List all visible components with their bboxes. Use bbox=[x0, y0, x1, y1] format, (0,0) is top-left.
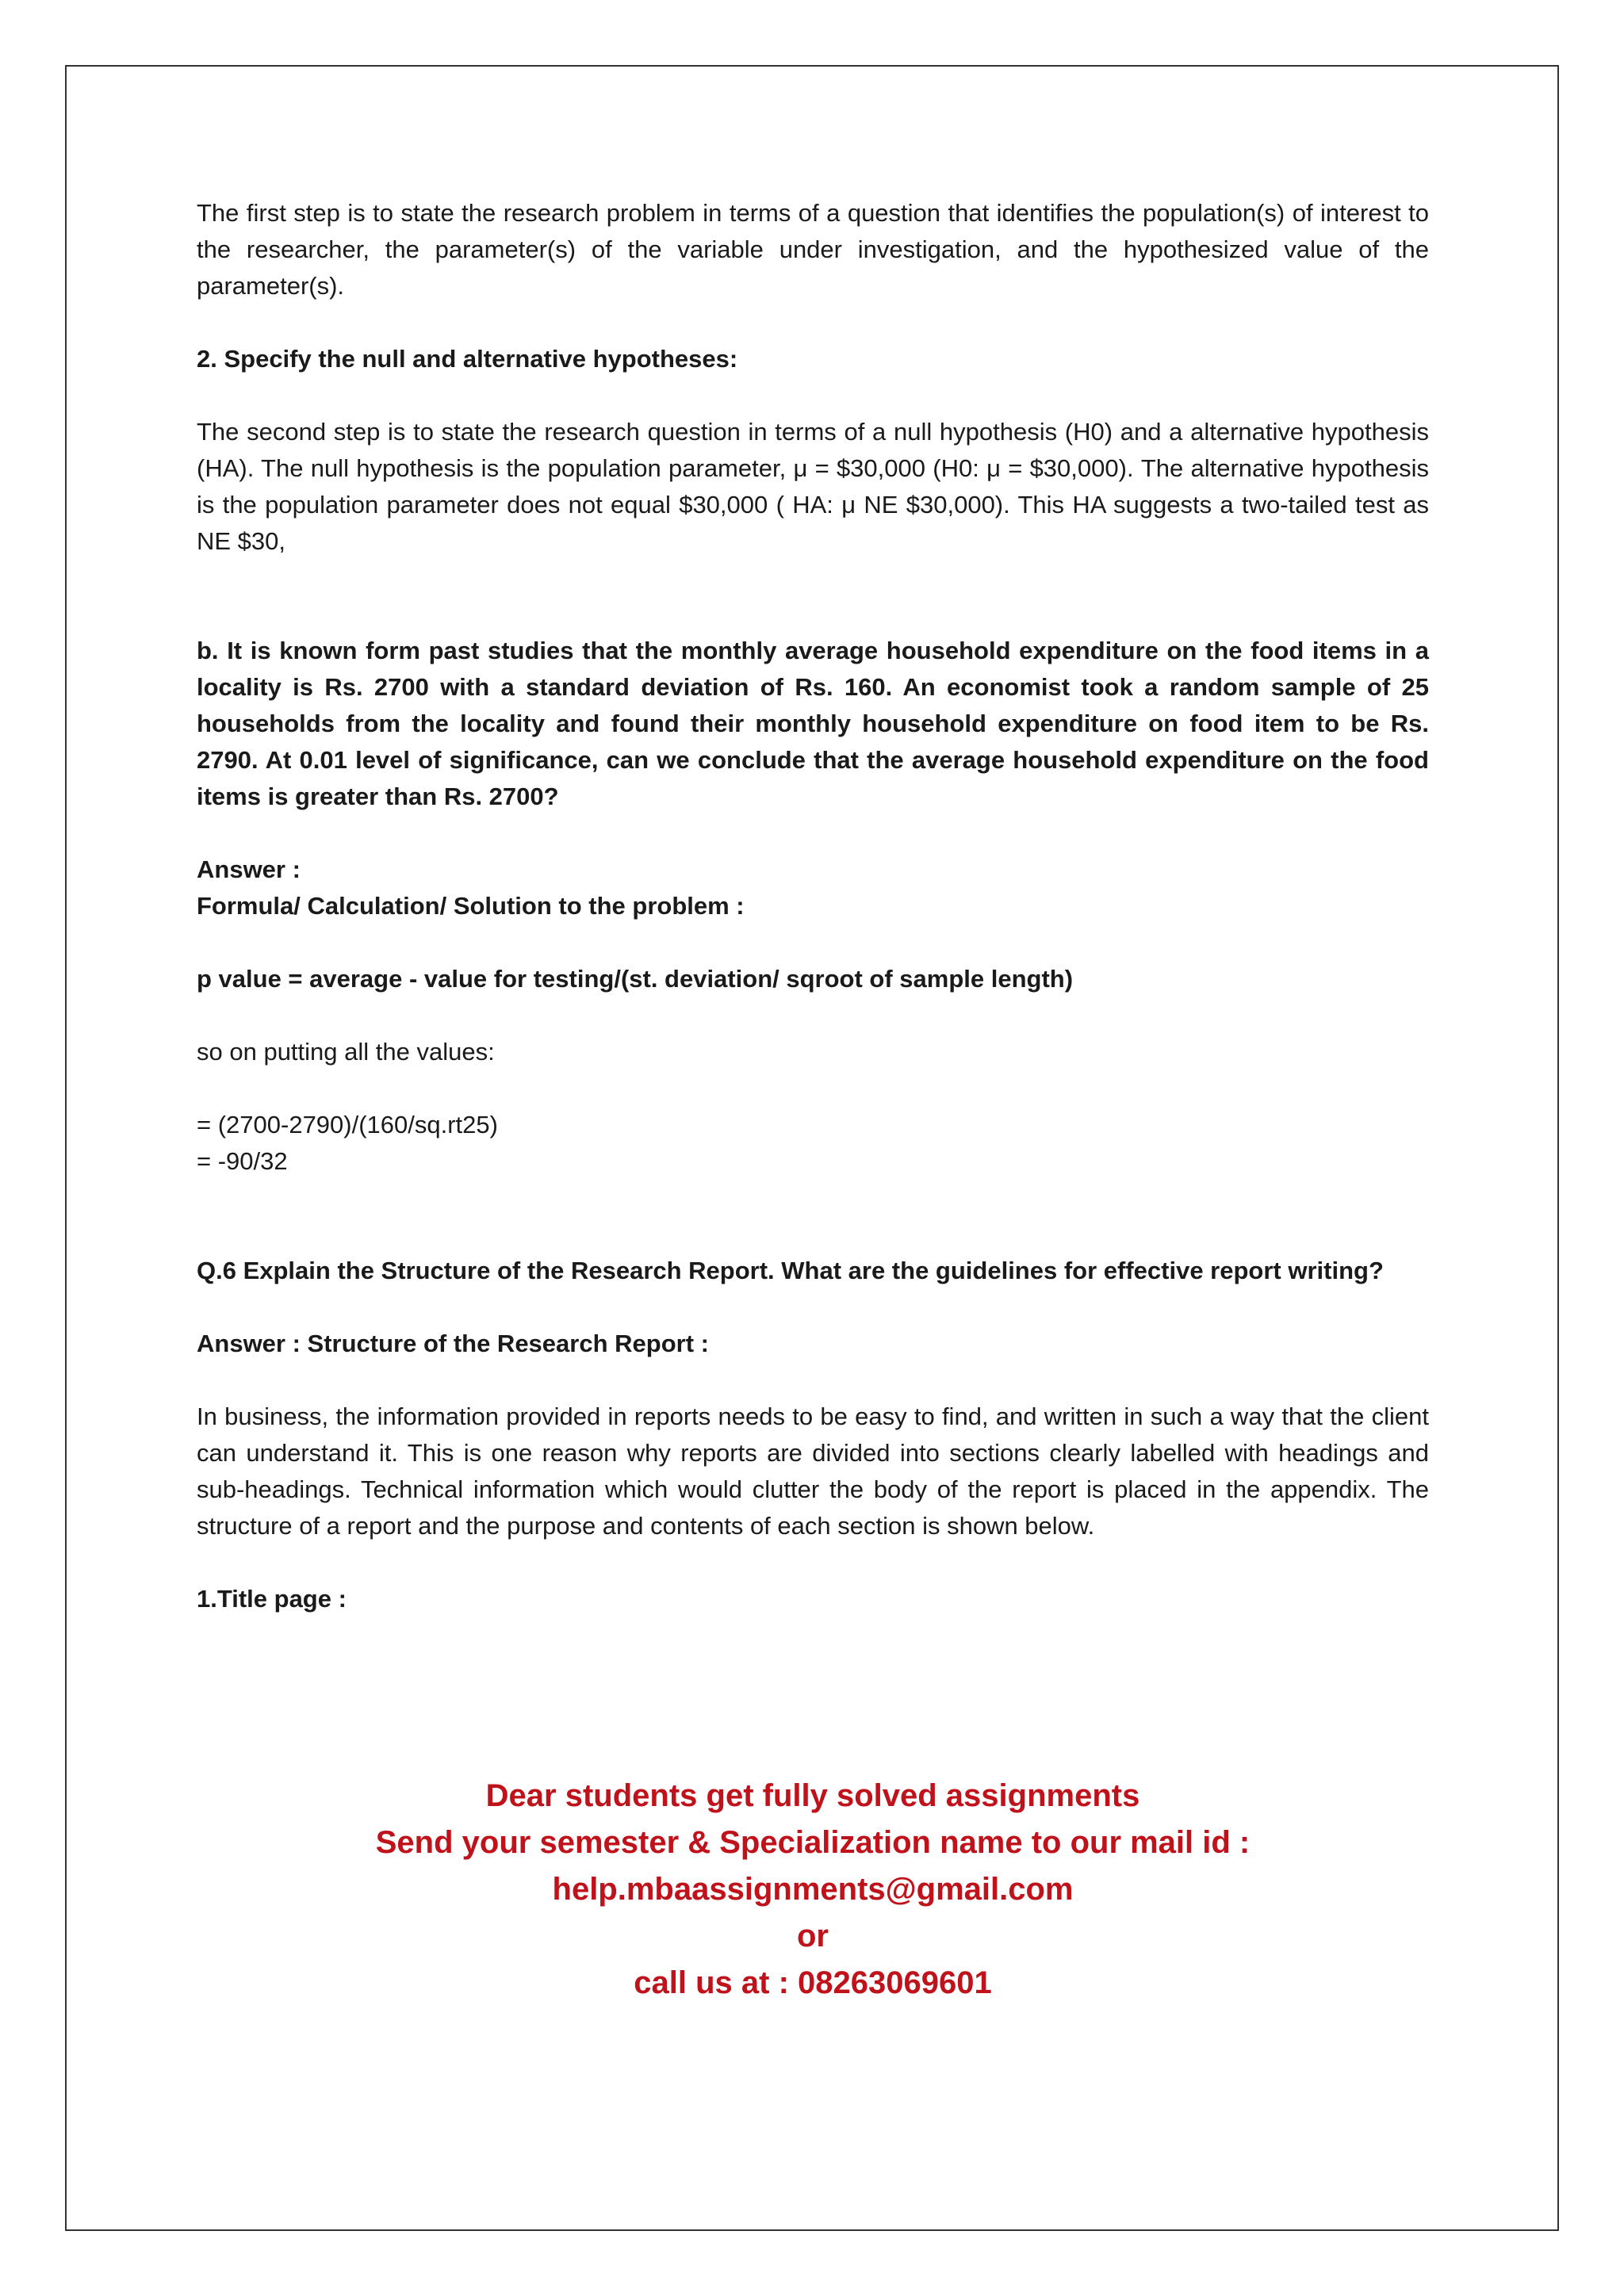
promo-or: or bbox=[797, 1919, 829, 1954]
promo-block bbox=[197, 1773, 1429, 2007]
calculation-line-1: = (2700-2790)/(160/sq.rt25) bbox=[197, 1111, 498, 1138]
promo-line-2: Send your semester & Specialization name to our mail id : bbox=[375, 1825, 1251, 1860]
promo-phone: call us at : 08263069601 bbox=[634, 1965, 992, 2000]
formula-label: Formula/ Calculation/ Solution to the problem : bbox=[197, 892, 745, 920]
answer-label: Answer : bbox=[197, 855, 301, 883]
calculation-line-2: = -90/32 bbox=[197, 1147, 288, 1175]
step2-heading: 2. Specify the null and alternative hypotheses: bbox=[197, 345, 738, 373]
formula-text: p value = average - value for testing/(st. deviation/ sqroot of sample length) bbox=[197, 965, 1074, 993]
promo-line-1: Dear students get fully solved assignments bbox=[485, 1778, 1140, 1813]
q6-heading: Q.6 Explain the Structure of the Research Report. What are the guidelines for effective report writing? bbox=[197, 1257, 1384, 1284]
promo-email: help.mbaassignments@gmail.com bbox=[552, 1872, 1074, 1907]
document-body bbox=[197, 195, 1429, 1617]
step1-paragraph: The first step is to state the research problem in terms of a question that identifies the population(s) of interest to the researcher, the parameter(s) of the variable under investigation, and the hypothesized value of the parameter(s). bbox=[197, 199, 1429, 300]
title-page-heading: 1.Title page : bbox=[197, 1585, 347, 1613]
q6-answer-heading: Answer : Structure of the Research Report : bbox=[197, 1330, 709, 1357]
q6-paragraph: In business, the information provided in reports needs to be easy to find, and written in such a way that the client can understand it. This is one reason why reports are divided into sections clearly labelled with headings and sub-headings. Technical information which would clutter the body of the report is placed in the appendix. The structure of a report and the purpose and contents of each section is shown below. bbox=[197, 1402, 1429, 1540]
question-b: b. It is known form past studies that the monthly average household expenditure on the food items in a locality is Rs. 2700 with a standard deviation of Rs. 160. An economist took a random sample of 25 households from the locality and found their monthly household expenditure on food item to be Rs. 2790. At 0.01 level of significance, can we conclude that the average household expenditure on the food items is greater than Rs. 2700? bbox=[197, 637, 1429, 810]
step2-paragraph: The second step is to state the research question in terms of a null hypothesis (H0) and a alternative hypothesis (HA). The null hypothesis is the population parameter, μ = $30,000 (H0: μ = $30,000). The alternative hypothesis is the population parameter does not equal $30,000 ( HA: μ NE $30,000). This HA suggests a two-tailed test as NE $30, bbox=[197, 418, 1429, 555]
putting-values-text: so on putting all the values: bbox=[197, 1038, 495, 1066]
